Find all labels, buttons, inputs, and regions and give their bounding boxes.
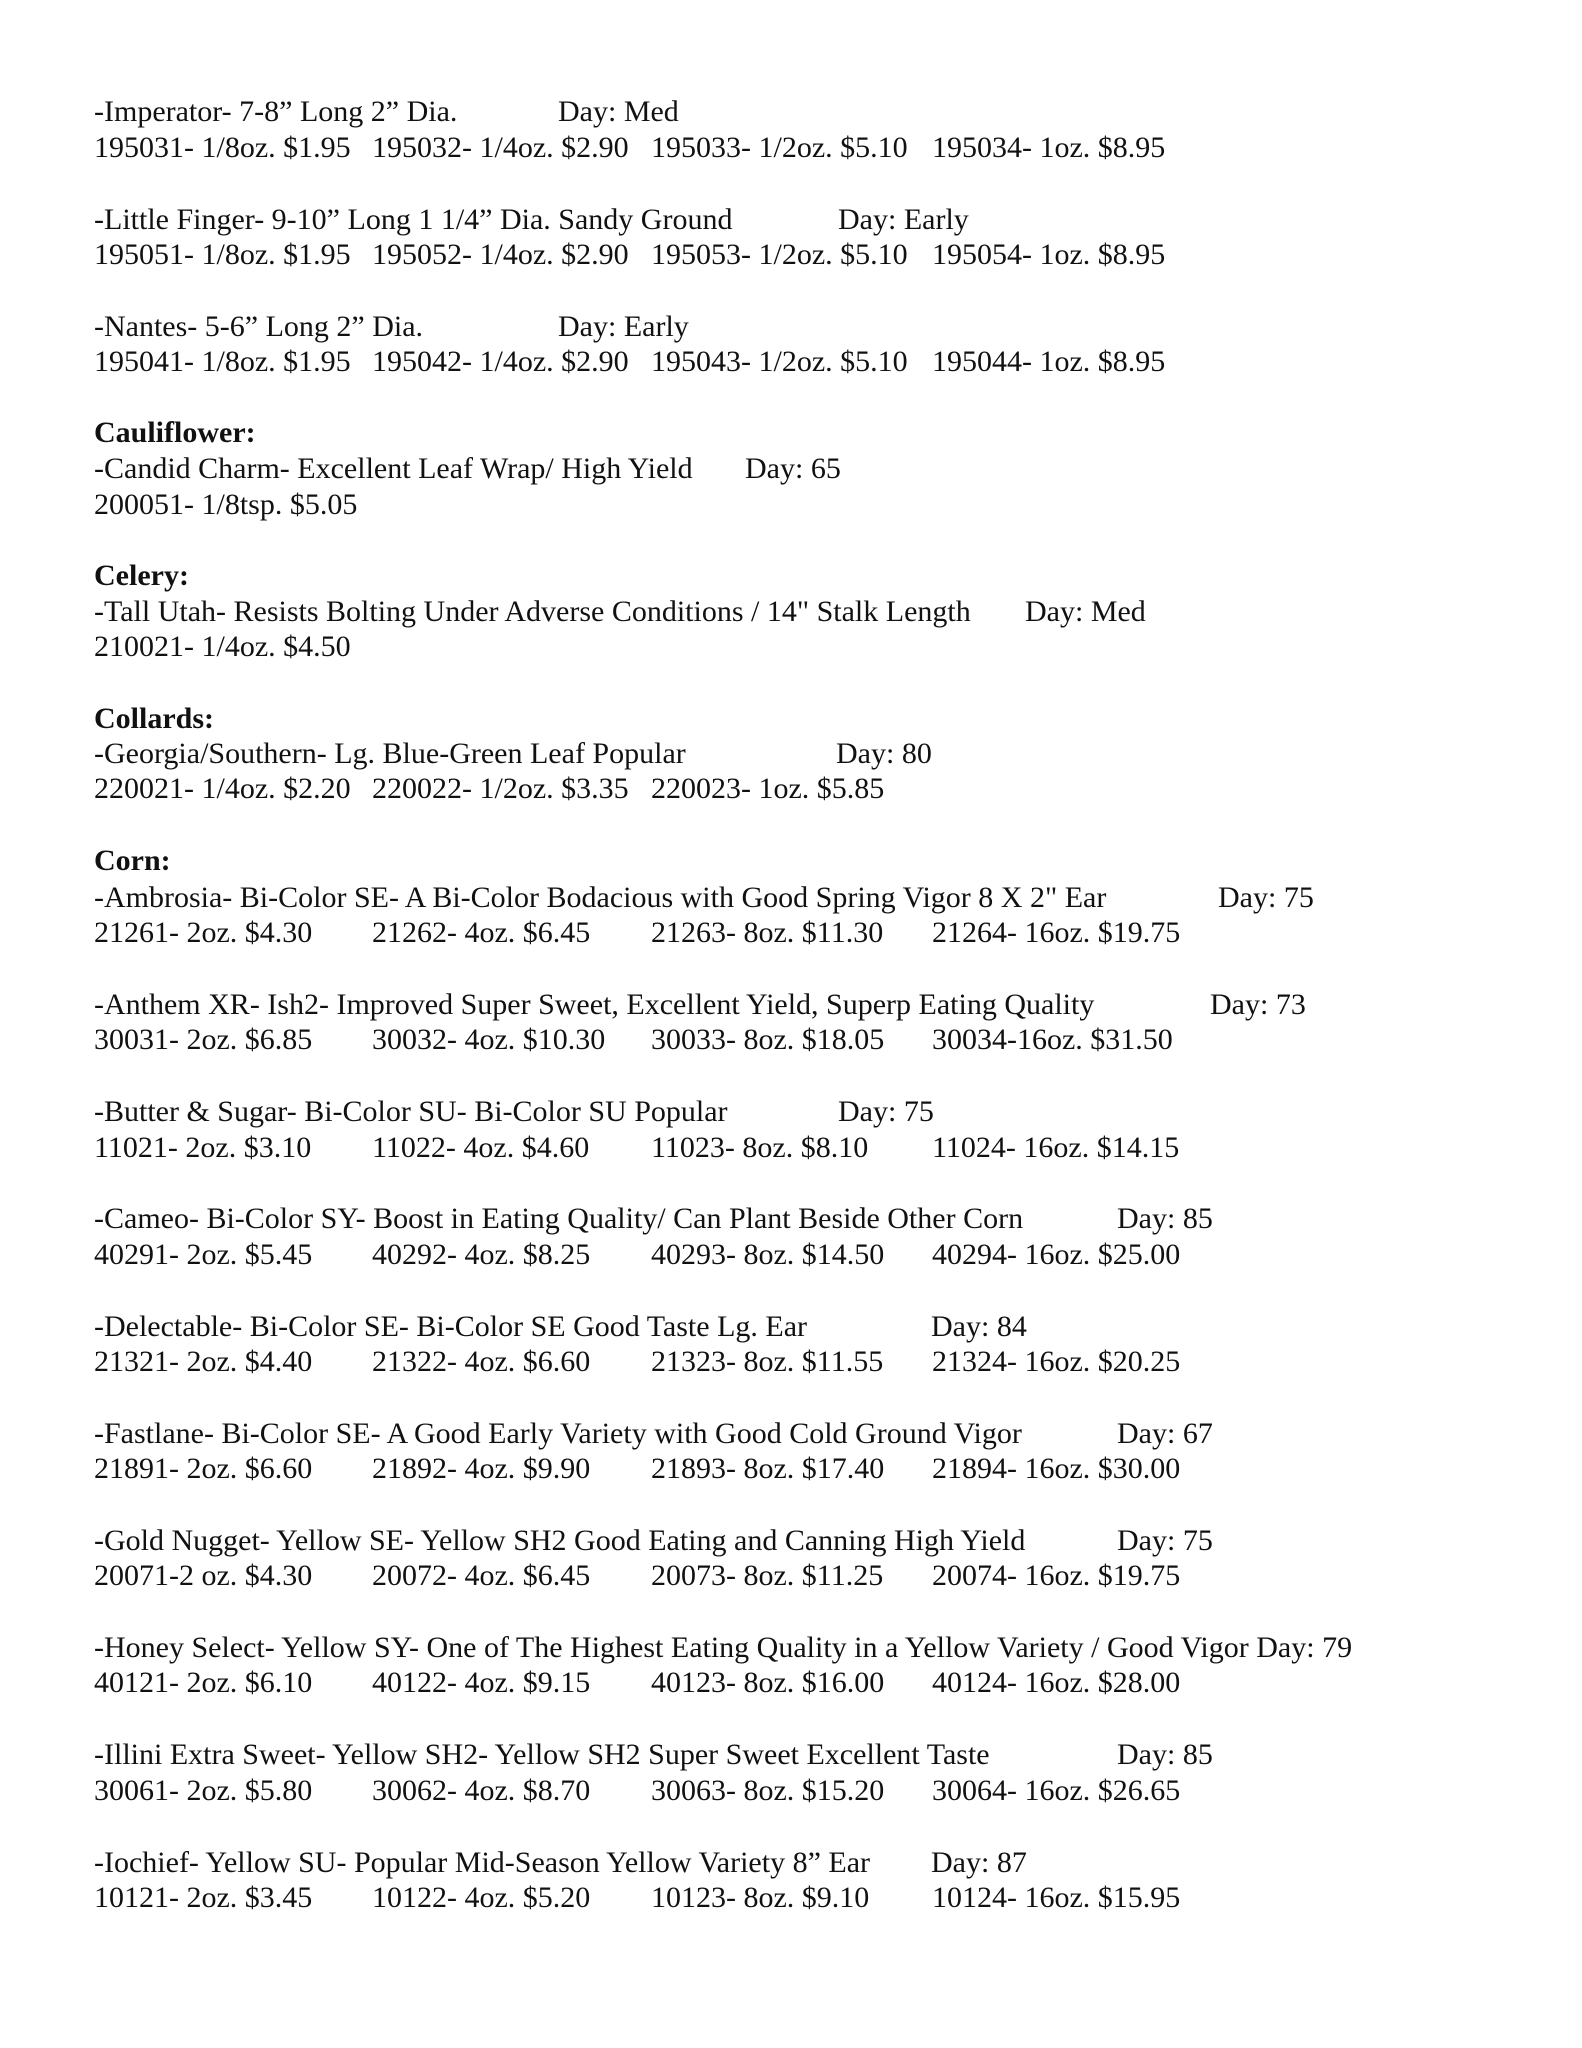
price-option: 11022- 4oz. $4.60 (372, 1131, 590, 1164)
price-option: 30061- 2oz. $5.80 (94, 1774, 313, 1807)
price-option: 195032- 1/4oz. $2.90 (372, 131, 629, 164)
price-option: 195033- 1/2oz. $5.10 (651, 131, 908, 164)
days-to-maturity: Day: 87 (931, 1846, 1027, 1879)
price-option: 10122- 4oz. $5.20 (372, 1881, 591, 1914)
price-option: 30034-16oz. $31.50 (932, 1023, 1173, 1056)
price-option: 21891- 2oz. $6.60 (94, 1452, 313, 1485)
price-option: 21264- 16oz. $19.75 (932, 916, 1181, 949)
variety-description: -Gold Nugget- Yellow SE- Yellow SH2 Good Eating and Canning High Yield (94, 1524, 1026, 1557)
price-option: 195054- 1oz. $8.95 (932, 238, 1166, 271)
section-heading-text: Corn: (94, 844, 171, 877)
price-option: 30062- 4oz. $8.70 (372, 1774, 591, 1807)
days-to-maturity: Day: 85 (1117, 1202, 1213, 1235)
variety-description: -Illini Extra Sweet- Yellow SH2- Yellow SH2 Super Sweet Excellent Taste (94, 1738, 990, 1771)
price-option: 195041- 1/8oz. $1.95 (94, 345, 351, 378)
days-to-maturity: Day: 65 (745, 452, 841, 485)
section-heading-text: Celery: (94, 559, 189, 592)
section-heading-text: Collards: (94, 702, 214, 735)
variety-description: -Little Finger- 9-10” Long 1 1/4” Dia. Sandy Ground (94, 203, 733, 236)
price-option: 21322- 4oz. $6.60 (372, 1345, 591, 1378)
price-option: 40121- 2oz. $6.10 (94, 1666, 313, 1699)
price-option: 30063- 8oz. $15.20 (651, 1774, 885, 1807)
price-option: 40291- 2oz. $5.45 (94, 1238, 313, 1271)
variety-description: -Anthem XR- Ish2- Improved Super Sweet, Excellent Yield, Superp Eating Quality (94, 988, 1095, 1021)
price-option: 195034- 1oz. $8.95 (932, 131, 1166, 164)
price-option: 10124- 16oz. $15.95 (932, 1881, 1181, 1914)
price-option: 20072- 4oz. $6.45 (372, 1559, 591, 1592)
price-option: 40123- 8oz. $16.00 (651, 1666, 885, 1699)
variety-description: -Fastlane- Bi-Color SE- A Good Early Variety with Good Cold Ground Vigor (94, 1417, 1022, 1450)
price-option: 21263- 8oz. $11.30 (651, 916, 884, 949)
variety-description: -Nantes- 5-6” Long 2” Dia. (94, 310, 424, 343)
price-option: 11024- 16oz. $14.15 (932, 1131, 1180, 1164)
days-to-maturity: Day: 75 (1117, 1524, 1213, 1557)
price-option: 40124- 16oz. $28.00 (932, 1666, 1181, 1699)
price-option: 21892- 4oz. $9.90 (372, 1452, 591, 1485)
price-option: 40293- 8oz. $14.50 (651, 1238, 885, 1271)
days-to-maturity: Day: 75 (838, 1095, 934, 1128)
price-option: 200051- 1/8tsp. $5.05 (94, 488, 358, 521)
price-option: 21893- 8oz. $17.40 (651, 1452, 885, 1485)
price-option: 21324- 16oz. $20.25 (932, 1345, 1181, 1378)
days-to-maturity: Day: 85 (1117, 1738, 1213, 1771)
price-option: 21262- 4oz. $6.45 (372, 916, 591, 949)
price-option: 30031- 2oz. $6.85 (94, 1023, 313, 1056)
variety-description-line (94, 1630, 1352, 1666)
price-option: 195052- 1/4oz. $2.90 (372, 238, 629, 271)
days-to-maturity: Day: 80 (836, 737, 932, 770)
price-option: 195051- 1/8oz. $1.95 (94, 238, 351, 271)
days-to-maturity: Day: 73 (1210, 988, 1306, 1021)
price-option: 40294- 16oz. $25.00 (932, 1238, 1181, 1271)
variety-description: -Georgia/Southern- Lg. Blue-Green Leaf Popular (94, 737, 686, 770)
price-option: 40292- 4oz. $8.25 (372, 1238, 591, 1271)
price-option: 220021- 1/4oz. $2.20 (94, 772, 351, 805)
variety-description: -Imperator- 7-8” Long 2” Dia. (94, 95, 458, 128)
days-to-maturity: Day: 84 (931, 1310, 1027, 1343)
price-option: 10123- 8oz. $9.10 (651, 1881, 870, 1914)
price-option: 20071-2 oz. $4.30 (94, 1559, 313, 1592)
price-option: 21261- 2oz. $4.30 (94, 916, 313, 949)
days-to-maturity: Day: 75 (1218, 881, 1314, 914)
price-option: 195053- 1/2oz. $5.10 (651, 238, 908, 271)
price-option: 30033- 8oz. $18.05 (651, 1023, 885, 1056)
price-option: 11021- 2oz. $3.10 (94, 1131, 312, 1164)
price-option: 30032- 4oz. $10.30 (372, 1023, 606, 1056)
days-to-maturity: Day: 79 (1256, 1631, 1353, 1664)
price-option: 40122- 4oz. $9.15 (372, 1666, 591, 1699)
days-to-maturity: Day: Med (1025, 595, 1146, 628)
price-option: 21323- 8oz. $11.55 (651, 1345, 884, 1378)
variety-description: -Tall Utah- Resists Bolting Under Adverse Conditions / 14" Stalk Length (94, 595, 971, 628)
variety-description: -Candid Charm- Excellent Leaf Wrap/ High Yield (94, 452, 693, 485)
price-option: 20074- 16oz. $19.75 (932, 1559, 1181, 1592)
price-option: 195043- 1/2oz. $5.10 (651, 345, 908, 378)
section-heading-text: Cauliflower: (94, 416, 256, 449)
variety-description: -Delectable- Bi-Color SE- Bi-Color SE Good Taste Lg. Ear (94, 1310, 808, 1343)
price-option: 20073- 8oz. $11.25 (651, 1559, 884, 1592)
variety-description: -Iochief- Yellow SU- Popular Mid-Season Yellow Variety 8” Ear (94, 1846, 871, 1879)
variety-description: -Cameo- Bi-Color SY- Boost in Eating Quality/ Can Plant Beside Other Corn (94, 1202, 1024, 1235)
days-to-maturity: Day: Early (838, 203, 969, 236)
days-to-maturity: Day: Early (558, 310, 689, 343)
variety-description: -Honey Select- Yellow SY- One of The Highest Eating Quality in a Yellow Variety / Good Vigor (94, 1631, 1249, 1664)
price-option: 30064- 16oz. $26.65 (932, 1774, 1181, 1807)
price-option: 11023- 8oz. $8.10 (651, 1131, 869, 1164)
variety-description: -Butter & Sugar- Bi-Color SU- Bi-Color SU Popular (94, 1095, 728, 1128)
price-option: 195042- 1/4oz. $2.90 (372, 345, 629, 378)
price-option: 220022- 1/2oz. $3.35 (372, 772, 629, 805)
days-to-maturity: Day: Med (558, 95, 679, 128)
price-option: 195044- 1oz. $8.95 (932, 345, 1166, 378)
days-to-maturity: Day: 67 (1117, 1417, 1213, 1450)
price-option: 195031- 1/8oz. $1.95 (94, 131, 351, 164)
price-option: 21894- 16oz. $30.00 (932, 1452, 1181, 1485)
price-option: 220023- 1oz. $5.85 (651, 772, 885, 805)
price-option: 10121- 2oz. $3.45 (94, 1881, 313, 1914)
variety-description: -Ambrosia- Bi-Color SE- A Bi-Color Bodacious with Good Spring Vigor 8 X 2" Ear (94, 881, 1107, 914)
price-option: 21321- 2oz. $4.40 (94, 1345, 313, 1378)
price-option: 210021- 1/4oz. $4.50 (94, 630, 351, 663)
